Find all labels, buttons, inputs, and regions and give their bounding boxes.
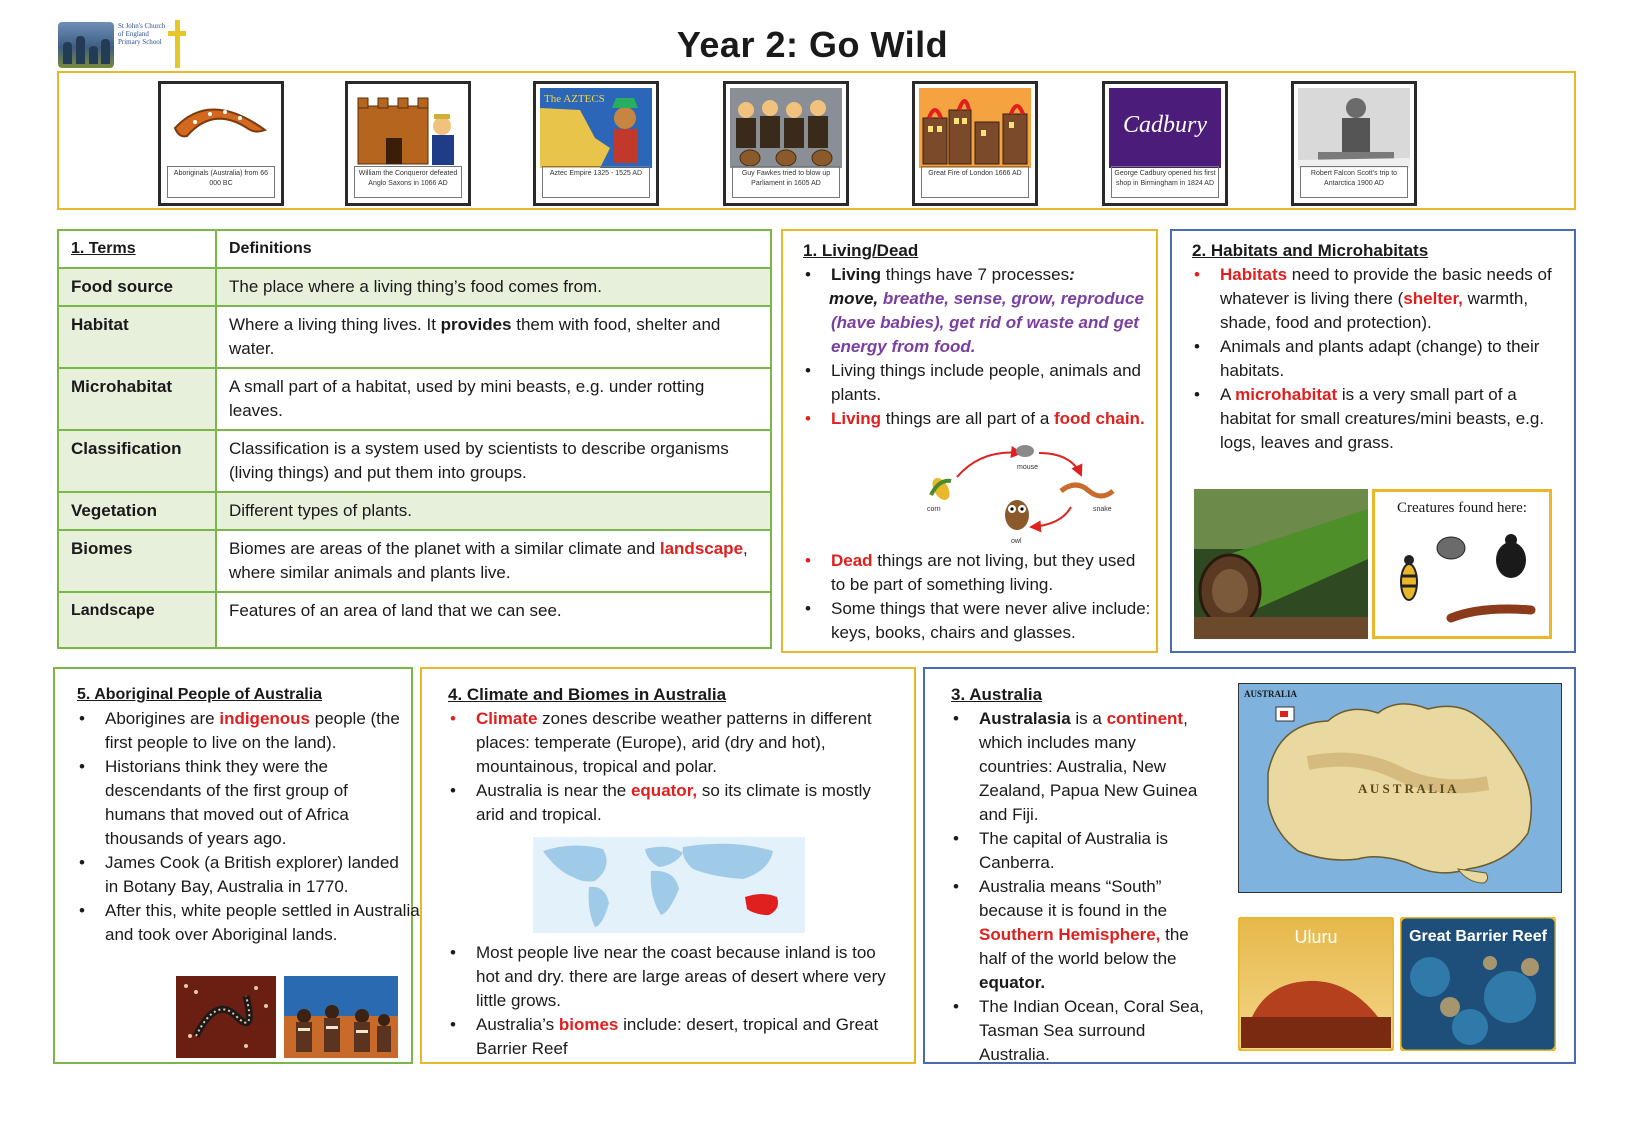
panel-title: 1. Living/Dead (803, 241, 919, 260)
aztec-label: The AZTECS (544, 93, 605, 105)
timeline-card-cadbury (1102, 81, 1228, 206)
bullet-text: Animals and plants adapt (change) to their habitats. (1220, 337, 1540, 380)
bullet-text: is a (1070, 709, 1107, 728)
bullet-emphasis: equator. (979, 973, 1046, 992)
chain-label: mouse (1017, 464, 1039, 471)
definition-text: them with food, shelter and water. (229, 315, 721, 358)
great-barrier-reef-image (1400, 917, 1556, 1051)
list-item (77, 755, 401, 851)
bullet-text: Australia is near the (476, 781, 631, 800)
list-item (77, 707, 401, 755)
term-cell: Landscape (58, 592, 216, 648)
term-cell: Vegetation (58, 492, 216, 530)
bullet-text: so its climate is mostly arid and tropical. (476, 781, 871, 824)
list-item (951, 995, 1209, 1067)
terms-header: 1. Terms (58, 230, 216, 268)
page-title: Year 2: Go Wild (676, 24, 949, 65)
millipede-icon (1451, 609, 1531, 618)
bullet-text: After this, white people settled in Australia and took over Aboriginal lands. (105, 901, 420, 944)
timeline-caption: George Cadbury opened his first shop in Birmingham in 1824 AD (1111, 166, 1219, 198)
bullet-emphasis: Living (831, 265, 882, 284)
definition-cell (216, 530, 771, 592)
panel-title: 2. Habitats and Microhabitats (1192, 241, 1429, 260)
bullet-text: Historians think they were the descendants of the first group of humans that moved out of Africa thousands of years ago. (105, 757, 349, 848)
living-dead-panel (781, 229, 1158, 653)
aboriginal-art-image (176, 976, 276, 1058)
aztec-icon (540, 88, 652, 168)
table-row (58, 592, 771, 648)
timeline-strip (57, 71, 1576, 210)
table-row (58, 430, 771, 492)
bullet-text: The capital of Australia is Canberra. (979, 829, 1168, 872)
australia-panel (923, 667, 1576, 1064)
bullet-text: need to provide the basic needs of whatever is living there ( (1220, 265, 1552, 308)
timeline-card-scott-antarctica (1291, 81, 1417, 206)
bullet-text: James Cook (a British explorer) landed in Botany Bay, Australia in 1770. (105, 853, 399, 896)
bullet-text: Some things that were never alive include: keys, books, chairs and glasses. (831, 599, 1151, 642)
timeline-caption: Aztec Empire 1325 - 1525 AD (542, 166, 650, 198)
terms-table (57, 229, 772, 649)
list-item (1192, 263, 1564, 335)
bullet-text: The Indian Ocean, Coral Sea, Tasman Sea surround Australia. (979, 997, 1204, 1064)
bullet-emphasis: microhabitat (1235, 385, 1338, 404)
process-list: breathe, sense, grow, reproduce (have babies), get rid of waste and get energy from food. (831, 289, 1144, 356)
definition-emphasis: provides (440, 315, 512, 334)
list-item (77, 851, 401, 899)
list-item (77, 899, 420, 947)
bullet-emphasis: indigenous (219, 709, 311, 728)
chain-label: corn (927, 506, 941, 513)
bullet-text: Most people live near the coast because inland is too hot and dry. there are large areas of desert where very little grows. (476, 943, 886, 1010)
great-fire-icon (919, 88, 1031, 168)
list-item (448, 941, 904, 1013)
definition-cell: Classification is a system used by scientists to describe organisms (living things) and put them into groups. (216, 430, 771, 492)
map-title: AUSTRALIA (1244, 689, 1298, 699)
timeline-caption: Robert Falcon Scott's trip to Antarctica 1900 AD (1300, 166, 1408, 198)
bullet-text: people (the first people to live on the land). (105, 709, 400, 752)
timeline-card-gunpowder-plot (723, 81, 849, 206)
bullet-text: is a very small part of a habitat for small creatures/mini beasts, e.g. logs, leaves and grass. (1220, 385, 1545, 452)
table-row (58, 368, 771, 430)
definition-text: Where a living thing lives. It (229, 315, 441, 334)
chain-label: snake (1093, 506, 1112, 513)
world-map-image (533, 837, 805, 933)
beetle-icon (1496, 534, 1526, 578)
bullet-text: Aborigines are (105, 709, 220, 728)
definition-cell: A small part of a habitat, used by mini beasts, e.g. under rotting leaves. (216, 368, 771, 430)
food-chain-diagram (921, 439, 1119, 549)
list-item (448, 707, 900, 779)
bullet-text: Australia’s (476, 1015, 559, 1034)
list-item (951, 875, 1209, 995)
list-item (951, 827, 1209, 875)
mouse-icon (1016, 445, 1034, 457)
bullet-emphasis: Living (831, 409, 882, 428)
bullet-text: things have 7 processes (881, 265, 1070, 284)
bullet-emphasis: food chain. (1054, 409, 1145, 428)
bullet-emphasis: Australasia (979, 709, 1071, 728)
bullet-emphasis: continent (1106, 709, 1184, 728)
bullet-text: Living things include people, animals and plants. (831, 361, 1141, 404)
woodlouse-icon (1437, 537, 1465, 559)
antarctic-explorer-icon (1298, 88, 1410, 168)
process-move: move, (829, 289, 883, 308)
bullet-emphasis: equator, (630, 781, 698, 800)
definition-text: , where similar animals and plants live. (229, 539, 748, 582)
list-item (803, 549, 1153, 597)
bullet-text: , which includes many countries: Australia, New Zealand, Papua New Guinea and Fiji. (979, 709, 1198, 824)
aboriginal-panel (53, 667, 420, 1064)
uluru-image (1238, 917, 1394, 1051)
aboriginal-people-image (284, 976, 398, 1058)
timeline-caption: Aboriginals (Australia) from 66 000 BC (167, 166, 275, 198)
timeline-card-great-fire (912, 81, 1038, 206)
snake-icon (1061, 485, 1113, 496)
list-item (448, 1013, 904, 1061)
panel-title: 5. Aboriginal People of Australia (77, 686, 323, 703)
table-row (58, 306, 771, 368)
panel-title: 4. Climate and Biomes in Australia (448, 685, 727, 704)
owl-icon (1005, 500, 1029, 530)
list-item (1192, 335, 1564, 383)
uluru-label: Uluru (1294, 927, 1338, 947)
bullet-text: A (1220, 385, 1236, 404)
list-item (803, 597, 1153, 645)
list-item (803, 359, 1146, 407)
panel-title: 3. Australia (951, 685, 1043, 704)
climate-panel (420, 667, 916, 1064)
school-name: St John's Church of England Primary School (118, 22, 166, 46)
creatures-title: Creatures found here: (1397, 500, 1527, 516)
bullet-emphasis: Southern Hemisphere, (979, 925, 1161, 944)
table-row (58, 492, 771, 530)
bullet-text: Australia means “South” because it is found in the (979, 877, 1168, 920)
bullet-emphasis: Climate (476, 709, 538, 728)
timeline-caption: Guy Fawkes tried to blow up Parliament in 1605 AD (732, 166, 840, 198)
bullet-text: things are all part of a (881, 409, 1054, 428)
timeline-caption: William the Conqueror defeated Anglo Saxons in 1066 AD (354, 166, 462, 198)
cadbury-icon (1109, 88, 1221, 168)
table-row (58, 268, 771, 306)
term-cell: Classification (58, 430, 216, 492)
map-label: A U S T R A L I A (1358, 781, 1457, 796)
list-item (803, 407, 1146, 431)
list-item (448, 779, 900, 827)
list-item (803, 263, 1146, 359)
definition-cell: The place where a living thing’s food comes from. (216, 268, 771, 306)
term-cell: Habitat (58, 306, 216, 368)
bullet-text: warmth, shade, food and protection). (1220, 289, 1529, 332)
bullet-emphasis: biomes (558, 1015, 619, 1034)
definition-cell: Different types of plants. (216, 492, 771, 530)
creatures-card (1372, 489, 1552, 639)
term-cell: Food source (58, 268, 216, 306)
definitions-header: Definitions (216, 230, 771, 268)
bullet-emphasis: Dead (831, 551, 873, 570)
timeline-card-norman-conquest (345, 81, 471, 206)
term-cell: Microhabitat (58, 368, 216, 430)
table-header-row (58, 230, 771, 268)
term-cell: Biomes (58, 530, 216, 592)
definition-emphasis: landscape (659, 539, 744, 558)
bullet-text: things are not living, but they used to be part of something living. (831, 551, 1136, 594)
timeline-caption: Great Fire of London 1666 AD (921, 166, 1029, 198)
boomerang-icon (165, 88, 277, 168)
bullet-colon: : (1069, 265, 1075, 284)
bullet-emphasis: Habitats (1220, 265, 1288, 284)
creatures-illustration (1381, 526, 1545, 634)
wasp-icon (1401, 555, 1417, 600)
australia-map-image (1238, 683, 1562, 893)
list-item (1192, 383, 1564, 455)
definition-cell: Features of an area of land that we can see. (216, 592, 771, 648)
bullet-text: the half of the world below the (979, 925, 1189, 968)
bullet-text: zones describe weather patterns in different places: temperate (Europe), arid (dry and hot), mountainous, tropical and polar. (476, 709, 872, 776)
bullet-emphasis: shelter, (1403, 289, 1463, 308)
timeline-card-aboriginals (158, 81, 284, 206)
definition-cell (216, 306, 771, 368)
bullet-text: include: desert, tropical and Great Barrier Reef (476, 1015, 879, 1058)
castle-icon (352, 88, 464, 168)
definition-text: Biomes are areas of the planet with a similar climate and (229, 539, 660, 558)
gunpowder-plot-icon (730, 88, 842, 168)
mossy-log-image (1194, 489, 1368, 639)
chain-label: owl (1011, 538, 1022, 545)
cadbury-label: Cadbury (1123, 112, 1207, 138)
reef-label: Great Barrier Reef (1409, 928, 1547, 945)
table-row (58, 530, 771, 592)
habitats-panel (1170, 229, 1576, 653)
list-item (951, 707, 1209, 827)
timeline-card-aztec (533, 81, 659, 206)
